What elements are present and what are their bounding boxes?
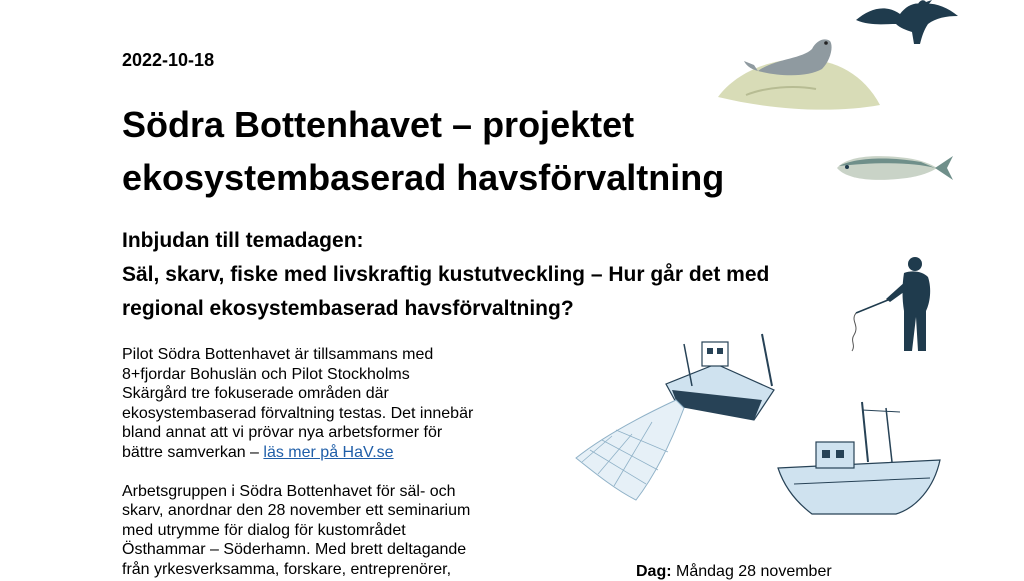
paragraph-line: ekosystembaserad förvaltning testas. Det innebär — [122, 404, 474, 422]
paragraph-line: 8+fjordar Bohuslän och Pilot Stockholms — [122, 365, 410, 383]
document-date: 2022-10-18 — [122, 50, 215, 70]
invitation-heading: Inbjudan till temadagen: — [122, 229, 364, 252]
paragraph-line: Skärgård tre fokuserade områden där — [122, 385, 389, 402]
paragraph-line: bland annat att vi prövar nya arbetsformer för — [122, 424, 443, 441]
paragraph-line — [122, 443, 522, 463]
invitation-block — [122, 224, 882, 326]
hav-link[interactable]: läs mer på HaV.se — [263, 443, 394, 461]
document-title — [122, 98, 822, 204]
paragraph-intro — [122, 345, 522, 462]
paragraph-line: Arbetsgruppen i Södra Bottenhavet för säl- och — [122, 482, 456, 500]
body-text — [122, 345, 522, 579]
paragraph-line: med utrymme för dialog för kustområdet — [122, 521, 406, 539]
day-value: Måndag 28 november — [676, 563, 832, 580]
angler-icon — [846, 255, 936, 355]
invitation-subtitle-line-1: Säl, skarv, fiske med livskraftig kustutveckling – Hur går det med — [122, 263, 770, 286]
title-line-2: ekosystembaserad havsförvaltning — [122, 157, 725, 198]
paragraph-line: Pilot Södra Bottenhavet är tillsammans med — [122, 346, 434, 363]
invitation-subtitle-line-2: regional ekosystembaserad havsförvaltning? — [122, 297, 574, 320]
trawler-icon — [566, 324, 792, 502]
paragraph-seminar — [122, 482, 522, 580]
event-day — [636, 563, 832, 581]
paragraph-line: Östhammar – Söderhamn. Med brett deltagande — [122, 541, 467, 558]
paragraph-line: från yrkesverksamma, forskare, entreprenörer, — [122, 560, 452, 578]
seal-on-rock-icon — [716, 35, 882, 113]
day-label: Dag: — [636, 563, 672, 580]
herring-icon — [835, 150, 955, 186]
paragraph-line: skarv, anordnar den 28 november ett seminarium — [122, 502, 471, 519]
title-line-1: Södra Bottenhavet – projektet — [122, 104, 635, 145]
fishing-boat-icon — [776, 398, 944, 516]
paragraph-line-prefix: bättre samverkan – — [122, 443, 264, 461]
